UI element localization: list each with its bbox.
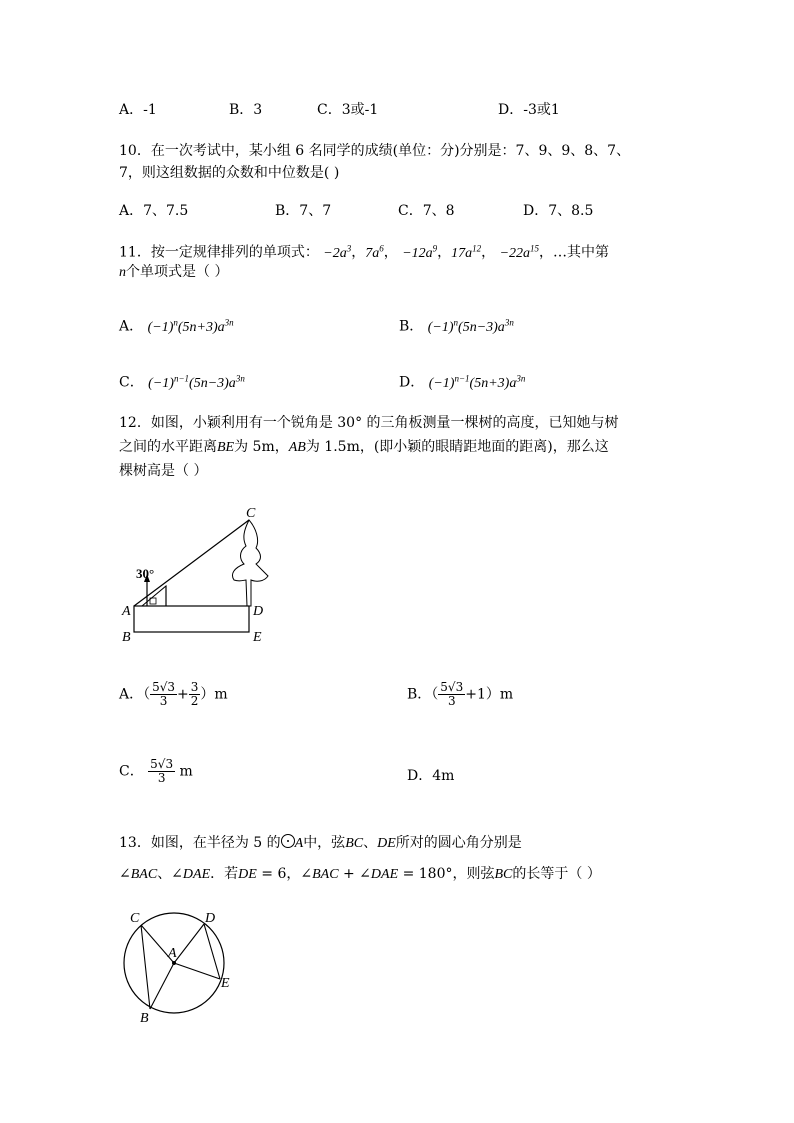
q11-stem-line2: n个单项式是（ ） bbox=[119, 264, 229, 280]
q9-option-c: C．3或-1 bbox=[317, 102, 379, 118]
q11-stem-line1: 11．按一定规律排列的单项式： $-2a^3$，$7a^6$， $-12a^9$，$17a^{12}$， $-22a^{15}$，…其中第 bbox=[119, 243, 610, 261]
ground-rect bbox=[134, 606, 249, 632]
tree-icon bbox=[232, 520, 268, 606]
q11-option-c: C． $(-1)^{n-1}(5n-3)a^{3n}$ bbox=[119, 373, 245, 391]
q9-option-a: A．-1 bbox=[119, 102, 157, 118]
q12-stem-line3: 棵树高是（ ） bbox=[119, 463, 208, 479]
label-e: E bbox=[253, 630, 262, 645]
q10-option-b: B．7、7 bbox=[275, 203, 332, 219]
q12-tree-diagram bbox=[116, 500, 286, 650]
q10-stem-line1: 10．在一次考试中，某小组 6 名同学的成绩(单位：分)分别是：7、9、9、8、7、 bbox=[119, 143, 631, 159]
chord-de bbox=[204, 924, 220, 979]
q12-option-c: C． $\frac{5√3}{3}$ m bbox=[119, 757, 193, 785]
q10-option-c: C．7、8 bbox=[398, 203, 455, 219]
center-dot bbox=[172, 961, 176, 965]
q11-option-b: B． $(-1)^n(5n-3)a^{3n}$ bbox=[399, 317, 514, 335]
q12-stem-line1: 12．如图，小颖利用有一个锐角是 30° 的三角板测量一棵树的高度，已知她与树 bbox=[119, 415, 619, 431]
q13-stem-line1: 13．如图，在半径为 5 的 A中，弦BC、DE所对的圆心角分别是 bbox=[119, 835, 522, 851]
label-b: B bbox=[122, 630, 131, 645]
q12-option-a: A．（ $\frac{5√3}{3}$ + $\frac{3}{2}$ ）m bbox=[119, 680, 228, 708]
q10-stem-line2: 7，则这组数据的众数和中位数是( ) bbox=[119, 165, 340, 181]
q10-option-d: D．7、8.5 bbox=[523, 203, 594, 219]
label-a: A bbox=[122, 604, 131, 619]
q13-stem-line2: ∠BAC、∠DAE．若DE = 6，∠BAC + ∠DAE = 180°，则弦BC的长等于（ ） bbox=[119, 866, 601, 882]
label-d: D bbox=[253, 604, 264, 619]
label-d2: D bbox=[205, 911, 216, 926]
q13-circle-diagram bbox=[116, 905, 246, 1030]
label-c2: C bbox=[130, 911, 140, 926]
label-e2: E bbox=[221, 976, 230, 991]
q11-option-a: A． $(-1)^n(5n+3)a^{3n}$ bbox=[119, 317, 234, 335]
label-b2: B bbox=[140, 1011, 149, 1026]
q11-option-d: D． $(-1)^{n-1}(5n+3)a^{3n}$ bbox=[399, 373, 526, 391]
q9-option-b: B．3 bbox=[229, 102, 263, 118]
q12-option-b: B．（ $\frac{5√3}{3}$ +1）m bbox=[407, 680, 514, 708]
q12-option-d: D．4m bbox=[407, 768, 455, 784]
chord-bc bbox=[141, 925, 150, 1009]
q12-stem-line2: 之间的水平距离BE为 5m，AB为 1.5m，(即小颖的眼睛距地面的距离)，那么这 bbox=[119, 439, 609, 455]
sight-line bbox=[134, 520, 249, 606]
circle-dot-icon bbox=[281, 834, 295, 848]
q9-option-d: D．-3或1 bbox=[498, 102, 560, 118]
label-a2: A bbox=[168, 946, 177, 961]
label-angle: 30° bbox=[136, 566, 155, 581]
label-c: C bbox=[246, 506, 256, 521]
q10-option-a: A．7、7.5 bbox=[119, 203, 189, 219]
